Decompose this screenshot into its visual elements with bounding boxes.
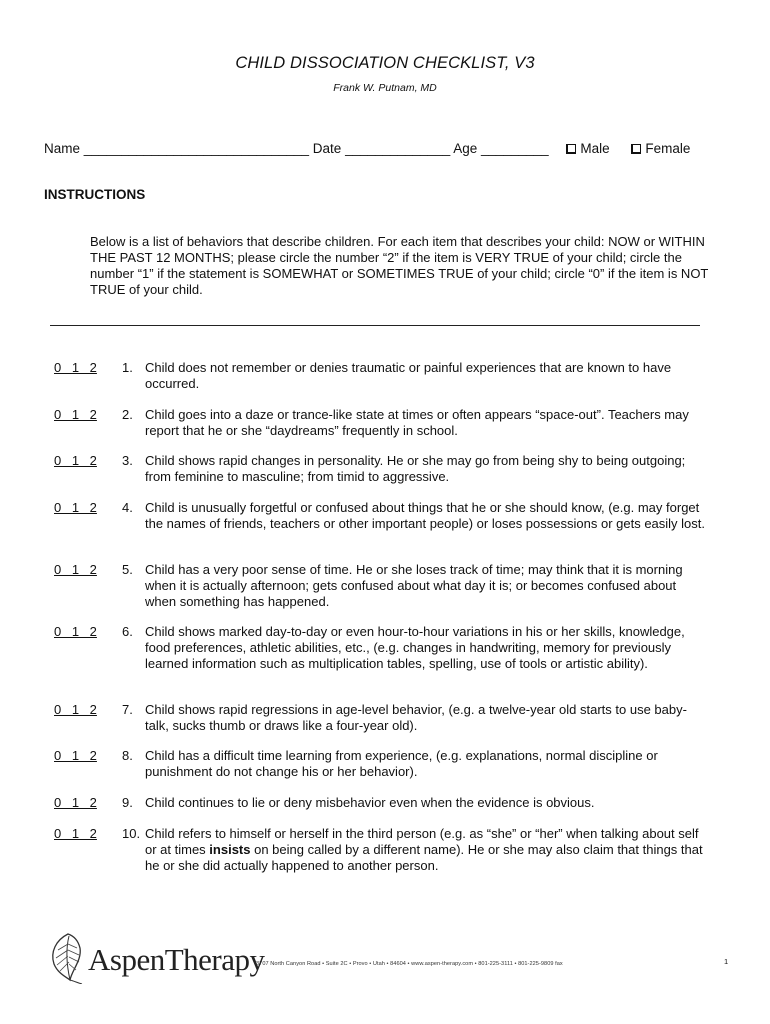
date-label: Date [312, 141, 342, 156]
rating-scale[interactable]: 0 1 2 [54, 748, 97, 763]
info-form-line [44, 141, 704, 156]
item-text [145, 826, 705, 874]
item-text: Child goes into a daze or trance-like state at times or often appears “space-out”. Teachers may report that he or she “daydreams” frequently in school. [145, 407, 689, 438]
rating-scale[interactable]: 0 1 2 [54, 562, 97, 577]
rating-scale[interactable]: 0 1 2 [54, 407, 97, 422]
author: Frank W. Putnam, MD [333, 82, 437, 94]
female-checkbox[interactable] [631, 144, 641, 154]
item-text-part: Child refers to himself or herself in the third person (e.g. as “she” or “her” when talking about self or at times [145, 826, 699, 857]
page-title: CHILD DISSOCIATION CHECKLIST, V3 [235, 54, 535, 72]
item-text: Child shows marked day-to-day or even hour-to-hour variations in his or her skills, knowledge, food preferences, athletic abilities, etc., (e.g. changes in handwriting, memory for previously learned information such as multiplication tables, spelling, use of tools or artistic ability). [145, 624, 685, 671]
item-text: Child shows rapid changes in personality. He or she may go from being shy to being outgoing; from feminine to masculine; from timid to aggressive. [145, 453, 686, 484]
rating-scale[interactable]: 0 1 2 [54, 360, 97, 375]
item-text: Child is unusually forgetful or confused about things that he or she should know, (e.g. may forget the names of friends, teachers or other important people) or loses possessions or gets easily lost. [145, 500, 706, 531]
divider [50, 325, 700, 326]
male-label: Male [580, 141, 610, 156]
male-checkbox[interactable] [566, 144, 576, 154]
rating-scale[interactable]: 0 1 2 [54, 826, 97, 841]
rating-scale[interactable]: 0 1 2 [54, 453, 97, 468]
date-field[interactable]: ______________ [345, 141, 451, 156]
name-label: Name [44, 141, 81, 156]
page-number: 1 [724, 957, 729, 966]
item-number: 8. [122, 748, 133, 763]
age-label: Age [453, 141, 478, 156]
item-number: 10. [122, 826, 141, 841]
item-number: 7. [122, 702, 133, 717]
item-text: Child continues to lie or deny misbehavior even when the evidence is obvious. [145, 795, 595, 810]
item-text: Child does not remember or denies traumatic or painful experiences that are known to have occurred. [145, 360, 672, 391]
item-text: Child has a difficult time learning from experience, (e.g. explanations, normal discipline or punishment do not change his or her behavior). [145, 748, 658, 779]
rating-scale[interactable]: 0 1 2 [54, 624, 97, 639]
item-text: Child shows rapid regressions in age-level behavior, (e.g. a twelve-year old starts to use baby-talk, sucks thumb or draws like a four-year old). [145, 702, 687, 733]
aspen-therapy-logo [48, 930, 265, 984]
age-field[interactable]: _________ [481, 141, 549, 156]
item-number: 1. [122, 360, 133, 375]
instructions-body: Below is a list of behaviors that describe children. For each item that describes your child: NOW or WITHIN THE PAST 12 MONTHS; please circle the number “2” if the item is VERY TRUE of your child; circle the number “1” if the statement is SOMEWHAT or SOMETIMES TRUE of your child; circle “0” if the item is NOT TRUE of your child. [90, 234, 709, 297]
footer-address: 3707 North Canyon Road • Suite 2C • Provo • Utah • 84604 • www.aspen-therapy.com • 801-225-3111 • 801-225-9809 fax [256, 961, 563, 967]
item-number: 2. [122, 407, 133, 422]
rating-scale[interactable]: 0 1 2 [54, 702, 97, 717]
item-number: 3. [122, 453, 133, 468]
female-label: Female [645, 141, 691, 156]
item-text-emphasis: insists [209, 842, 251, 857]
item-text-part: on being called by a different name). He or she may also claim that things that he or she did actually happened to another person. [145, 842, 703, 873]
item-number: 4. [122, 500, 133, 515]
item-text: Child has a very poor sense of time. He or she loses track of time; may think that it is morning when it is actually afternoon; gets confused about what day it is; or becomes confused about when something has happened. [145, 562, 683, 609]
name-field[interactable]: ______________________________ [83, 141, 310, 156]
item-number: 6. [122, 624, 133, 639]
rating-scale[interactable]: 0 1 2 [54, 500, 97, 515]
rating-scale[interactable]: 0 1 2 [54, 795, 97, 810]
item-number: 9. [122, 795, 133, 810]
logo-text: AspenTherapy [88, 942, 265, 977]
aspen-leaf-icon [48, 930, 88, 984]
item-number: 5. [122, 562, 133, 577]
instructions-heading: INSTRUCTIONS [44, 187, 146, 202]
